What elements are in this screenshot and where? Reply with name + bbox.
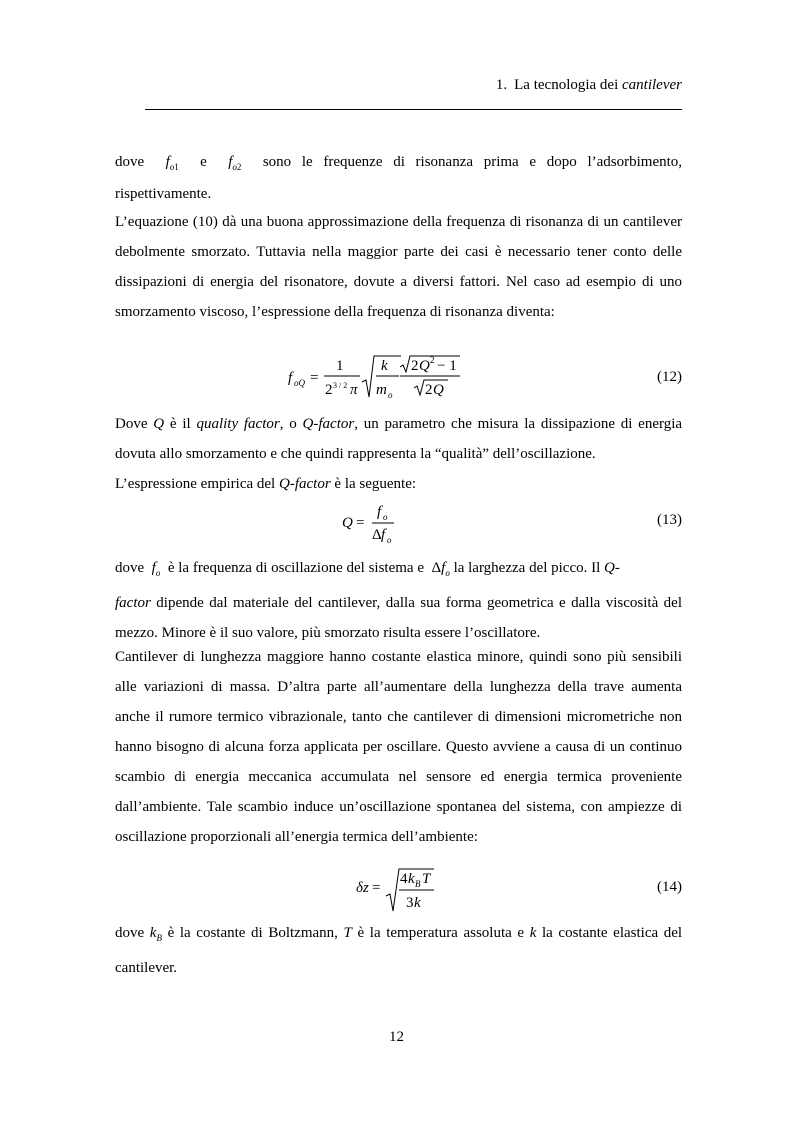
svg-text:m: m — [376, 382, 387, 398]
svg-text:f: f — [377, 504, 382, 520]
svg-text:=: = — [310, 370, 319, 386]
equation-12-number: (12) — [657, 369, 682, 385]
svg-text:δz: δz — [356, 880, 369, 896]
paragraph-2: L’equazione (10) dà una buona approssimazione della frequenza di risonanza di un cantilever debolmente smorzato. Tuttavia nella maggior parte dei casi è necessario tener conto delle dissipazioni di energia del risonatore, dovute a diversi fattori. Nel caso ad esempio di uno smorzamento viscoso, l’espressione della frequenza di risonanza diventa: — [115, 214, 682, 320]
running-header — [145, 77, 682, 94]
paragraph-1-line-1: dove $f_{o1}$ e $f_{o2}$ sono le frequenze di risonanza prima e dopo l’adsorbimento, — [115, 154, 683, 172]
svg-text:π: π — [350, 382, 358, 398]
equation-13-number: (13) — [657, 512, 682, 528]
svg-text:Q: Q — [419, 358, 430, 374]
svg-text:f: f — [381, 527, 386, 543]
svg-text:o: o — [387, 535, 392, 545]
svg-text:2: 2 — [430, 355, 435, 365]
paragraph-6: dove $k_B$ è la costante di Boltzmann, T è la temperatura assoluta e k la costante elastica del cantilever. — [115, 925, 683, 976]
page-number: 12 — [389, 1029, 404, 1045]
equation-14 — [356, 866, 446, 919]
equation-12-formula — [288, 352, 468, 402]
svg-text:2: 2 — [425, 382, 433, 398]
svg-text:3 / 2: 3 / 2 — [333, 381, 348, 390]
equation-14-formula — [356, 866, 446, 914]
chapter-number: 1. — [495, 77, 508, 93]
svg-text:3: 3 — [406, 895, 414, 911]
equation-12 — [288, 352, 468, 407]
svg-text:Δ: Δ — [372, 527, 382, 543]
equation-13-formula — [342, 502, 402, 546]
svg-text:B: B — [415, 879, 421, 889]
paragraph-4: dove $f_o$ è la frequenza di oscillazione del sistema e $\Delta f_o$ la larghezza del picco. Il Q- factor dipende dal materiale del cantilever, dalla sua forma geometrica e dalla viscosità del mezzo. Minore è il suo valore, più smorzato risulta essere l’oscillatore. — [115, 560, 682, 641]
paragraph-1-line-2: rispettivamente. — [115, 186, 212, 202]
svg-text:Q: Q — [342, 515, 353, 531]
chapter-title: La tecnologia dei — [514, 77, 619, 93]
svg-text:=: = — [372, 880, 381, 896]
header-rule — [145, 109, 682, 110]
svg-text:T: T — [422, 871, 431, 887]
paragraph-5: Cantilever di lunghezza maggiore hanno costante elastica minore, quindi sono più sensibili alle variazioni di massa. D’altra parte all’aumentare della lunghezza della trave aumenta anche il rumore termico vibrazionale, tanto che cantilever di dimensioni micrometriche non hanno bisogno di alcuna forza applicata per oscillare. Questo avviene a causa di un continuo scambio di energia meccanica accumulata nel sensore ed energia termica proveniente dall’ambiente. Tale scambio induce un’oscillazione spontanea del sistema, con ampiezze di oscillazione proporzionali all’energia termica dell’ambiente: — [115, 649, 682, 845]
svg-text:− 1: − 1 — [437, 358, 457, 374]
svg-text:o: o — [388, 390, 393, 400]
svg-text:f: f — [288, 370, 293, 386]
svg-text:2: 2 — [325, 382, 333, 398]
paragraph-3: Dove Q è il quality factor, o Q-factor, un parametro che misura la dissipazione di energia dovuta allo smorzamento e che quindi rappresenta la “qualità” dell’oscillazione. L’espressione empirica del Q-factor è la seguente: — [115, 416, 683, 492]
chapter-title-italic: cantilever — [622, 77, 682, 93]
svg-text:Q: Q — [433, 382, 444, 398]
svg-text:oQ: oQ — [294, 378, 305, 388]
svg-text:2: 2 — [411, 358, 419, 374]
svg-text:o: o — [383, 512, 388, 522]
svg-text:k: k — [408, 871, 415, 887]
svg-text:k: k — [414, 895, 421, 911]
equation-14-number: (14) — [657, 879, 682, 895]
svg-text:=: = — [356, 515, 365, 531]
svg-text:k: k — [381, 358, 388, 374]
equation-13 — [342, 502, 402, 551]
svg-text:4: 4 — [400, 871, 408, 887]
svg-text:1: 1 — [336, 358, 344, 374]
